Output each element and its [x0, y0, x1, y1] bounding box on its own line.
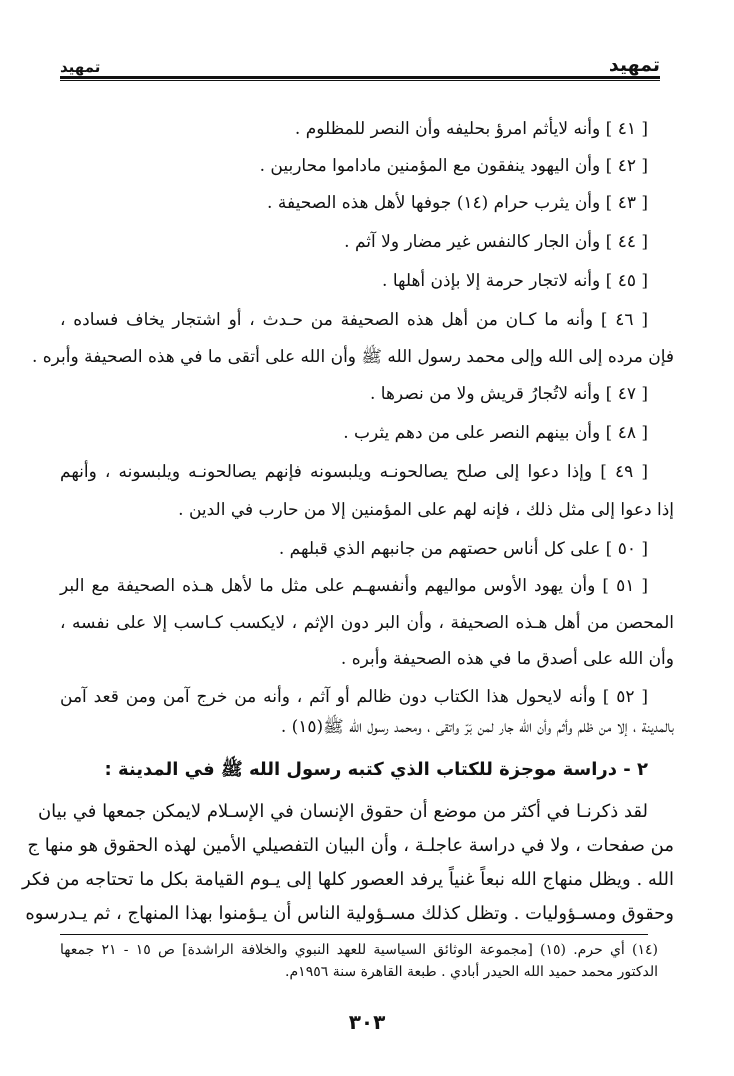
clause-49-line-2: إذا دعوا إلى مثل ذلك ، فإنه لهم على المؤمنين إلا من حارب في الدين . [178, 500, 674, 520]
clause-42: [ ٤٢ ] وأن اليهود ينفقون مع المؤمنين ماداموا محاربين . [259, 156, 648, 176]
clause-46-line-2: فإن مرده إلى الله وإلى محمد رسول الله ﷺ وأن الله على أتقى ما في هذه الصحيفة وأبره . [31, 347, 674, 367]
footnote-rule [60, 934, 648, 935]
clause-51-line-3: وأن الله على أصدق ما في هذه الصحيفة وأبره . [340, 649, 674, 669]
page-number: ٣٠٣ [348, 1010, 386, 1034]
header-title-right: تمهيد [608, 54, 660, 76]
body-line-3: الله . ويظل منهاج الله نبعاً غنياً يرفد العصور كلها إلى يـوم القيامة بكل ما تحتاجه من فكر [21, 869, 674, 890]
clause-48: [ ٤٨ ] وأن بينهم النصر على من دهم يثرب . [343, 423, 648, 443]
clause-41: [ ٤١ ] وأنه لايأثم امرؤ بحليفه وأن النصر للمظلوم . [294, 119, 648, 139]
clause-44: [ ٤٤ ] وأن الجار كالنفس غير مضار ولا آثم . [344, 232, 648, 252]
section-heading: ٢ - دراسة موجزة للكتاب الذي كتبه رسول الله ﷺ في المدينة : [104, 759, 648, 780]
clause-46-line-1: [ ٤٦ ] وأنه ما كـان من أهل هذه الصحيفة من حـدث ، أو اشتجار يخاف فساده ، [60, 310, 648, 330]
clause-47: [ ٤٧ ] وأنه لاتُجارُ قريش ولا من نصرها . [369, 384, 648, 404]
clause-50: [ ٥٠ ] على كل أناس حصتهم من جانبهم الذي قبلهم . [278, 539, 648, 559]
clause-51-line-2: المحصن من أهل هـذه الصحيفة ، وأن البر دون الإثم ، لايكسب كـاسب إلا على نفسه ، [60, 613, 674, 633]
header-title-left: تمهيد [60, 58, 101, 76]
clause-45: [ ٤٥ ] وأنه لاتجار حرمة إلا بإذن أهلها . [382, 271, 648, 291]
clause-43: [ ٤٣ ] وأن يثرب حرام (١٤) جوفها لأهل هذه الصحيفة . [267, 193, 648, 213]
body-line-4: وحقوق ومسـؤوليات . وتظل كذلك مسـؤولية الناس أن يـؤمنوا بهذا المنهاج ، ثم يـدرسوه [25, 903, 674, 924]
clause-52-line-1: [ ٥٢ ] وأنه لايحول هذا الكتاب دون ظالم أو آثم ، وأنه من خرج آمن ومن قعد آمن [60, 687, 648, 707]
body-line-1: لقد ذكرنـا في أكثر من موضع أن حقوق الإنسان في الإسـلام لايمكن جمعها في بيان [37, 801, 648, 822]
clause-51-line-1: [ ٥١ ] وأن يهود الأوس مواليهم وأنفسهـم على مثل ما لأهل هـذه الصحيفة مع البر [60, 576, 648, 596]
body-line-2: من صفحات ، ولا في دراسة عاجلـة ، وأن البيان التفصيلي الأمين لهذه الحقوق هو منها ج [27, 835, 674, 856]
footnote-line-2: الدكتور محمد حميد الله الحيدر أبادي . طبعة القاهرة سنة ١٩٥٦م. [285, 964, 658, 980]
header-rule [60, 80, 660, 81]
running-header [60, 50, 660, 79]
clause-52-line-2: بالمدينة ، إلا من ظلم وأثم وأن الله جار لمن بَرّ واتقى ، ومحمد رسول الله ﷺ(١٥) . [280, 717, 674, 737]
clause-49-line-1: [ ٤٩ ] وإذا دعوا إلى صلح يصالحونـه ويلبسونه فإنهم يصالحونـه ويلبسونه ، وأنهم [60, 462, 648, 482]
footnote-line-1: (١٤) أي حرم. (١٥) [مجموعة الوثائق السياسية للعهد النبوي والخلافة الراشدة] ص ١٥ - ٢١ جمعها [60, 942, 658, 958]
